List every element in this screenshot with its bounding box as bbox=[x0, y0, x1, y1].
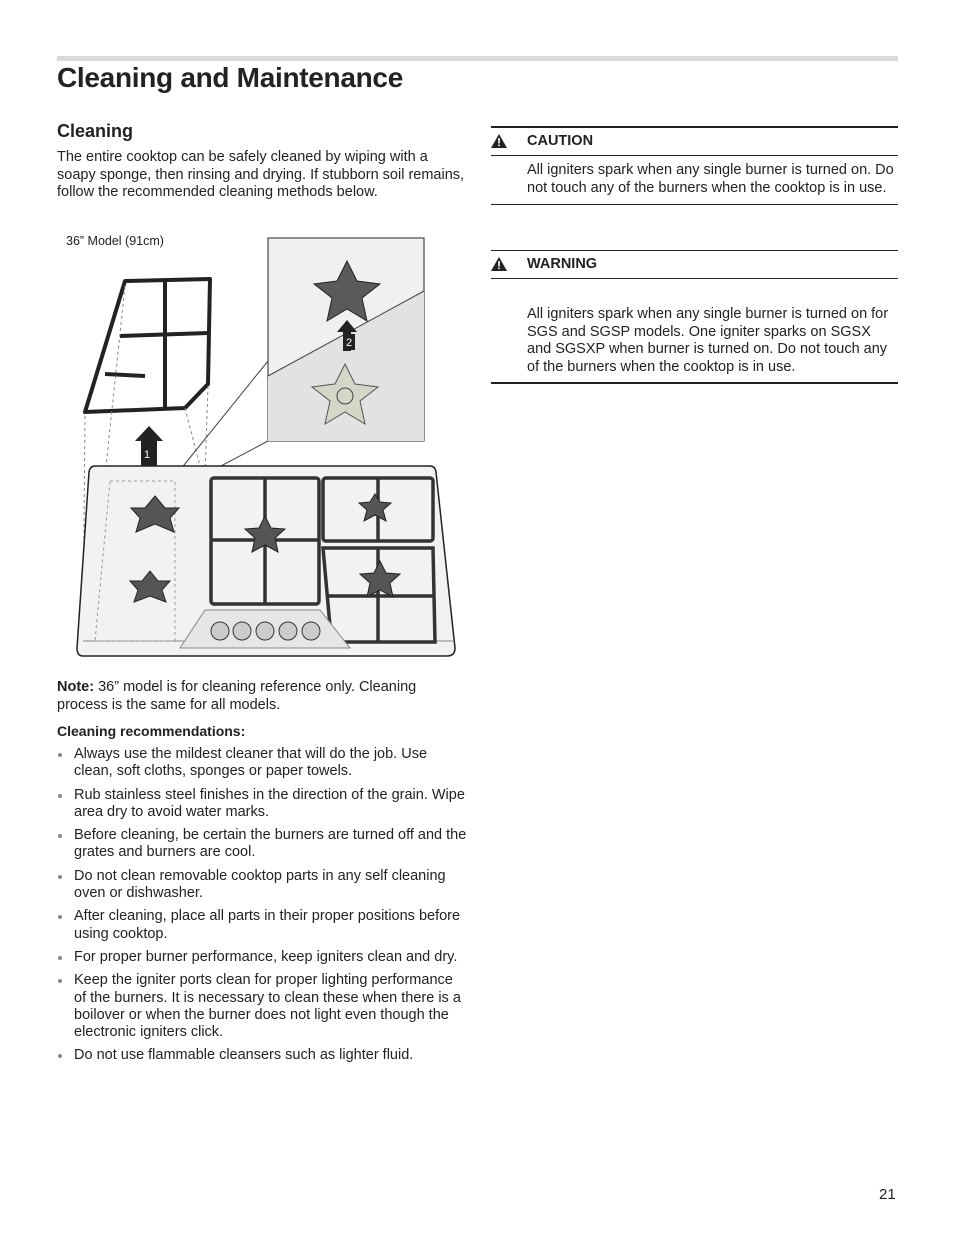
list-item bbox=[57, 908, 467, 943]
note-label: Note: bbox=[57, 679, 95, 695]
bullet-icon bbox=[58, 1054, 62, 1058]
bullet-icon bbox=[58, 834, 62, 838]
figure-label: 36” Model (91cm) bbox=[66, 234, 164, 248]
note-paragraph bbox=[57, 679, 467, 714]
removed-grate bbox=[85, 279, 210, 412]
list-item bbox=[57, 787, 467, 822]
recommendations-heading: Cleaning recommendations: bbox=[57, 723, 246, 739]
caution-box bbox=[491, 126, 898, 205]
caution-title: CAUTION bbox=[527, 133, 594, 149]
cooktop bbox=[77, 466, 455, 656]
warning-title: WARNING bbox=[527, 256, 598, 272]
marker-1: 1 bbox=[144, 449, 151, 461]
list-item bbox=[57, 868, 467, 903]
list-item-text: Always use the mildest cleaner that will do the job. Use clean, soft cloths, sponges or paper towels. bbox=[74, 746, 428, 780]
bullet-icon bbox=[58, 875, 62, 879]
list-item-text: Before cleaning, be certain the burners are turned off and the grates and burners are cool. bbox=[74, 827, 467, 861]
warning-triangle-icon bbox=[491, 257, 507, 271]
warning-triangle-icon bbox=[491, 134, 507, 148]
cleaning-intro: The entire cooktop can be safely cleaned by wiping with a soapy sponge, then rinsing and drying. If stubborn soil remains, follow the recommended cleaning methods below. bbox=[57, 149, 465, 200]
page-number: 21 bbox=[879, 1186, 896, 1203]
list-item bbox=[57, 827, 467, 862]
list-item-text: Rub stainless steel finishes in the direction of the grain. Wipe area dry to avoid water marks. bbox=[74, 786, 465, 820]
list-item-text: Do not use flammable cleansers such as lighter fluid. bbox=[74, 1047, 414, 1064]
warning-text: All igniters spark when any single burner is turned on for SGS and SGSP models. One igniter sparks on SGSX and SGSXP when burner is turned on. Do not touch any of the burners when the cooktop is in use. bbox=[491, 279, 898, 384]
list-item bbox=[57, 746, 467, 781]
note-text: 36” model is for cleaning reference only. Cleaning process is the same for all models. bbox=[57, 679, 417, 713]
list-item-text: For proper burner performance, keep igniters clean and dry. bbox=[74, 948, 458, 965]
recommendations-list bbox=[57, 746, 467, 1071]
igniter-inset bbox=[268, 238, 424, 441]
warning-box bbox=[491, 250, 898, 384]
list-item-text: Do not clean removable cooktop parts in any self cleaning oven or dishwasher. bbox=[74, 867, 446, 902]
list-item bbox=[57, 972, 467, 1041]
caution-header bbox=[491, 128, 898, 156]
list-item bbox=[57, 1047, 467, 1064]
warning-header bbox=[491, 251, 898, 279]
page-title: Cleaning and Maintenance bbox=[57, 62, 403, 93]
list-item-text: Keep the igniter ports clean for proper lighting performance of the burners. It is necessary to clean these when there is a boilover or when the burner does not light even though the electronic igniters click. bbox=[74, 972, 461, 1041]
caution-text: All igniters spark when any single burner is turned on. Do not touch any of the burners when the cooktop is in use. bbox=[491, 156, 898, 205]
header-rule bbox=[57, 56, 898, 61]
bullet-icon bbox=[58, 753, 62, 757]
bullet-icon bbox=[58, 956, 62, 960]
cooktop-illustration bbox=[75, 236, 460, 661]
list-item-text: After cleaning, place all parts in their proper positions before using cooktop. bbox=[74, 908, 461, 942]
section-heading-cleaning: Cleaning bbox=[57, 121, 134, 141]
bullet-icon bbox=[58, 979, 62, 983]
bullet-icon bbox=[58, 794, 62, 798]
marker-2: 2 bbox=[346, 337, 353, 349]
list-item bbox=[57, 949, 467, 966]
bullet-icon bbox=[58, 915, 62, 919]
